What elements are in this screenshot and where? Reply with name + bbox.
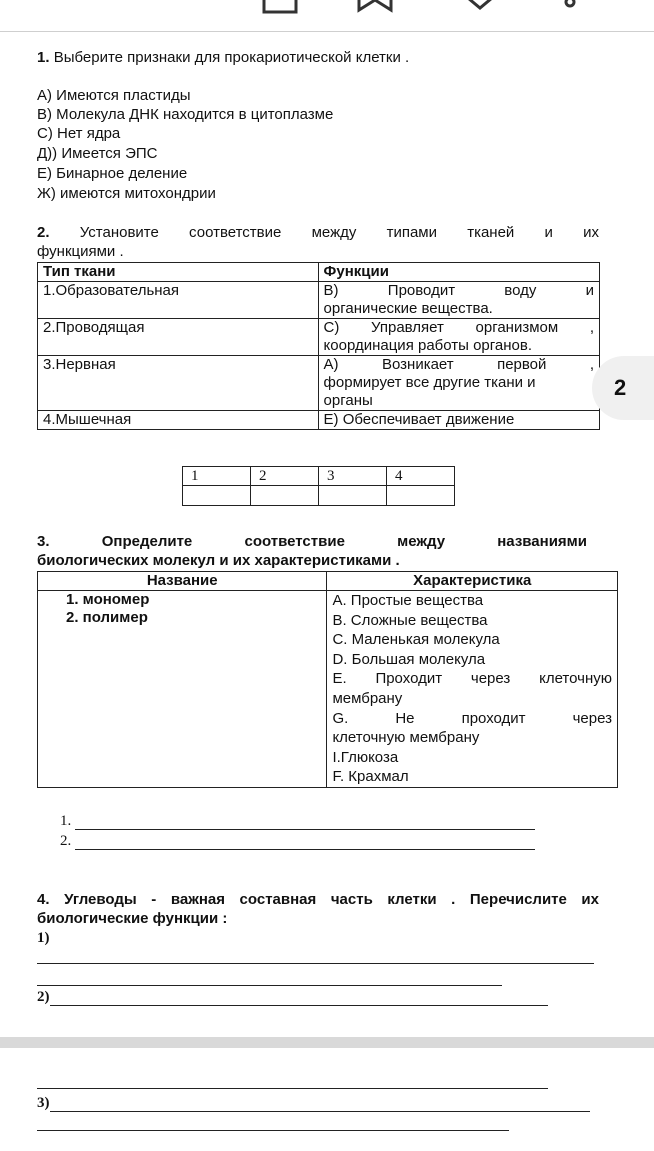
answer-cell[interactable] xyxy=(251,486,319,506)
characteristic-item: Е. Проходит через клеточную xyxy=(332,670,612,688)
page-break xyxy=(0,1037,654,1048)
q2-title-line2: функциями . xyxy=(37,243,124,260)
characteristics-cell xyxy=(327,591,618,788)
header-functions: Функции xyxy=(318,263,599,282)
characteristic-item: В. Сложные вещества xyxy=(332,611,488,629)
header-name: Название xyxy=(38,572,327,591)
q4-title-line1: 4. Углеводы - важная составная часть клетки . Перечислите их xyxy=(37,891,599,908)
answer-blank[interactable] xyxy=(50,1111,590,1112)
q1-option: Д)) Имеется ЭПС xyxy=(37,145,158,162)
answer-cell[interactable] xyxy=(183,486,251,506)
q1-option: В) Молекула ДНК находится в цитоплазме xyxy=(37,106,334,123)
tissue-type-cell: 1.Образовательная xyxy=(38,282,319,319)
q1-option: Ж) имеются митохондрии xyxy=(37,185,216,202)
tissue-type-cell: 3.Нервная xyxy=(38,356,319,411)
characteristic-item: G. Не проходит через xyxy=(332,709,612,727)
function-cell: А) Возникает первой , формирует все другие ткани и органы xyxy=(318,356,599,411)
q4-answer-label: 1) xyxy=(37,930,50,946)
characteristic-item: мембрану xyxy=(332,689,403,707)
table-row xyxy=(38,356,600,411)
q3-answer-line: 2. xyxy=(60,832,535,850)
molecule-name: 1. мономер xyxy=(66,591,150,608)
characteristic-item: С. Маленькая молекула xyxy=(332,631,500,649)
function-cell: В) Проводит воду и органические вещества. xyxy=(318,282,599,319)
answer-line[interactable] xyxy=(37,1130,509,1131)
q4-title-line2: биологические функции : xyxy=(37,910,228,927)
table-row xyxy=(38,319,600,356)
answer-blank[interactable] xyxy=(50,1005,548,1006)
answer-header-row xyxy=(183,467,455,486)
q1-title: 1. Выберите признаки для прокариотической клетки . xyxy=(37,49,410,66)
answer-blank[interactable] xyxy=(75,829,535,830)
answer-header: 4 xyxy=(387,467,455,486)
characteristic-item: F. Крахмал xyxy=(332,768,409,786)
function-cell: Е) Обеспечивает движение xyxy=(318,411,599,430)
characteristic-item: I.Глюкоза xyxy=(332,748,399,766)
table-row xyxy=(38,282,600,319)
q3-title-line1: 3. Определите соответствие между названиями xyxy=(37,533,587,550)
characteristic-item: D. Большая молекула xyxy=(332,650,486,668)
more-icon[interactable] xyxy=(555,0,585,16)
q3-molecule-table xyxy=(37,571,618,788)
top-divider xyxy=(0,31,654,32)
answer-line[interactable] xyxy=(37,963,594,964)
q3-title-line2: биологических молекул и их характеристиками . xyxy=(37,552,400,569)
answer-header: 3 xyxy=(319,467,387,486)
page-number-badge[interactable]: 2 xyxy=(592,356,654,420)
q1-option: С) Нет ядра xyxy=(37,125,121,142)
top-toolbar xyxy=(0,0,654,30)
header-tissue-type: Тип ткани xyxy=(38,263,319,282)
answer-cell[interactable] xyxy=(387,486,455,506)
table-row xyxy=(38,591,618,788)
answer-header: 2 xyxy=(251,467,319,486)
table-header-row xyxy=(38,263,600,282)
molecule-name: 2. полимер xyxy=(66,609,148,626)
table-header-row xyxy=(38,572,618,591)
answer-line[interactable] xyxy=(37,1088,548,1089)
bookmark-icon[interactable] xyxy=(355,0,395,16)
tissue-type-cell: 4.Мышечная xyxy=(38,411,319,430)
document-icon[interactable] xyxy=(260,0,300,16)
table-row xyxy=(38,411,600,430)
q4-answer-line: 3) xyxy=(37,1094,590,1112)
names-cell xyxy=(38,591,327,788)
q2-title-line1: 2. Установите соответствие между типами тканей и их xyxy=(37,224,600,241)
tissue-type-cell: 2.Проводящая xyxy=(38,319,319,356)
q2-answer-table xyxy=(182,466,455,506)
answer-input-row xyxy=(183,486,455,506)
function-cell: С) Управляет организмом , координация работы органов. xyxy=(318,319,599,356)
q1-option: Е) Бинарное деление xyxy=(37,165,188,182)
answer-blank[interactable] xyxy=(75,849,535,850)
q1-option: А) Имеются пластиды xyxy=(37,87,191,104)
header-characteristic: Характеристика xyxy=(327,572,618,591)
share-icon[interactable] xyxy=(460,0,500,16)
characteristic-item: А. Простые вещества xyxy=(332,592,484,609)
answer-cell[interactable] xyxy=(319,486,387,506)
q4-answer-line: 2) xyxy=(37,988,548,1006)
q2-tissue-table xyxy=(37,262,600,430)
answer-line[interactable] xyxy=(37,985,502,986)
answer-header: 1 xyxy=(183,467,251,486)
q3-answer-line: 1. xyxy=(60,812,535,830)
characteristic-item: клеточную мембрану xyxy=(332,729,480,747)
